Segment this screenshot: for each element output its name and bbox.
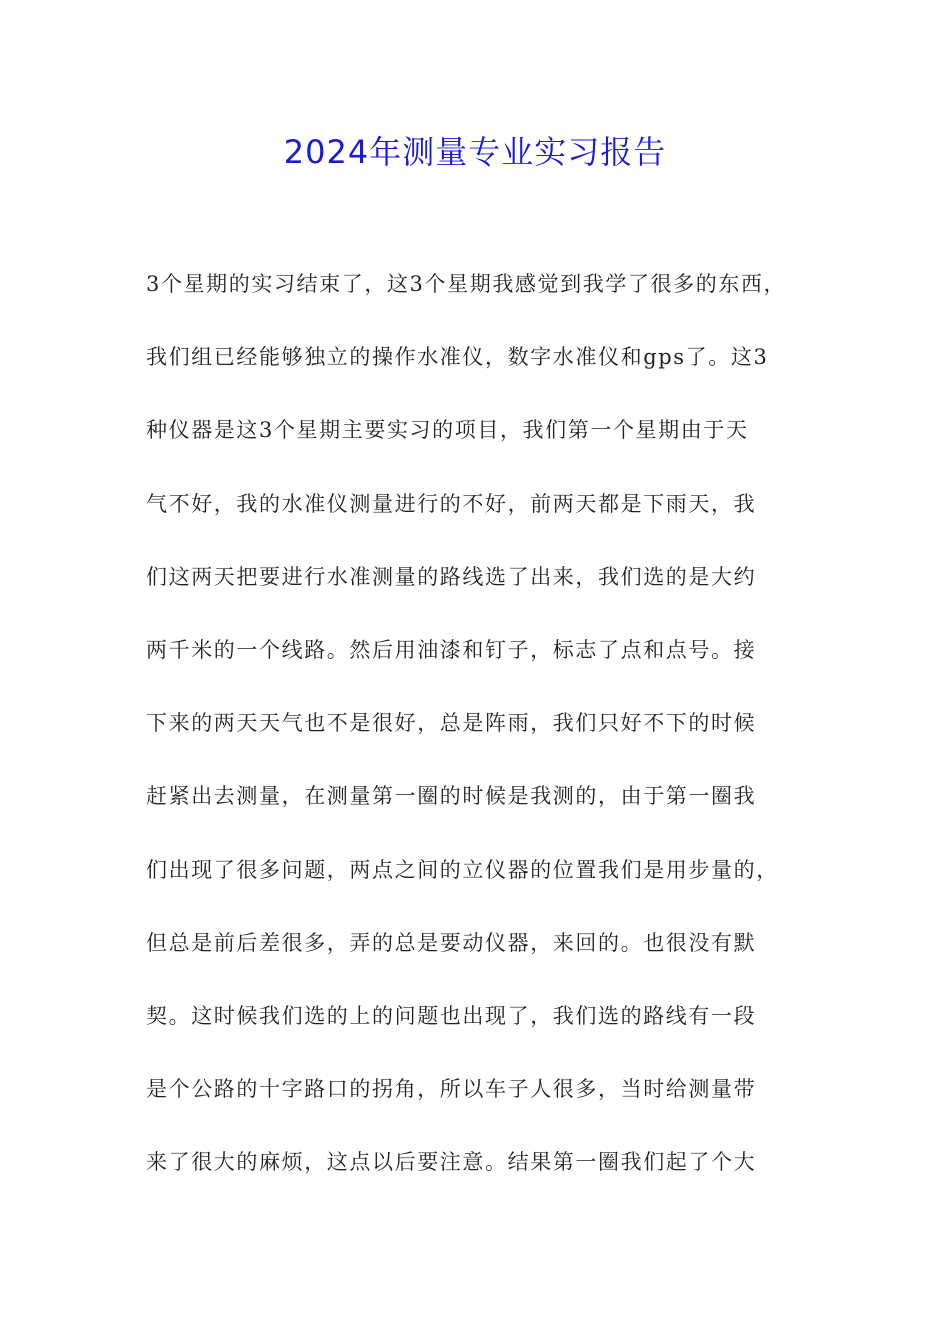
paragraph-line: 3个星期的实习结束了，这3个星期我感觉到我学了很多的东西， [146, 272, 787, 296]
paragraph-line: 们这两天把要进行水准测量的路线选了出来，我们选的是大约 [146, 564, 757, 589]
document-body [146, 264, 836, 1215]
paragraph-line: 种仪器是这3个星期主要实习的项目，我们第一个星期由于天 [146, 418, 749, 443]
paragraph-line: 契。这时候我们选的上的问题也出现了，我们选的路线有一段 [146, 1003, 757, 1028]
document-title: 2024年测量专业实习报告 [283, 133, 667, 171]
paragraph-line: 但总是前后差很多，弄的总是要动仪器，来回的。也很没有默 [146, 930, 757, 955]
paragraph-line: 下来的两天天气也不是很好，总是阵雨，我们只好不下的时候 [146, 711, 757, 736]
paragraph-line: 们出现了很多问题，两点之间的立仪器的位置我们是用步量的， [146, 857, 779, 882]
paragraph-line: 来了很大的麻烦，这点以后要注意。结果第一圈我们起了个大 [146, 1150, 757, 1175]
paragraph-line: 赶紧出去测量，在测量第一圈的时候是我测的，由于第一圈我 [146, 784, 757, 809]
paragraph-line: 是个公路的十字路口的拐角，所以车子人很多，当时给测量带 [146, 1077, 757, 1102]
paragraph-line: 两千米的一个线路。然后用油漆和钉子，标志了点和点号。接 [146, 637, 757, 662]
paragraph-line: 气不好，我的水准仪测量进行的不好，前两天都是下雨天，我 [146, 491, 757, 516]
paragraph-line: 我们组已经能够独立的操作水准仪，数字水准仪和gps了。这3 [146, 345, 769, 370]
